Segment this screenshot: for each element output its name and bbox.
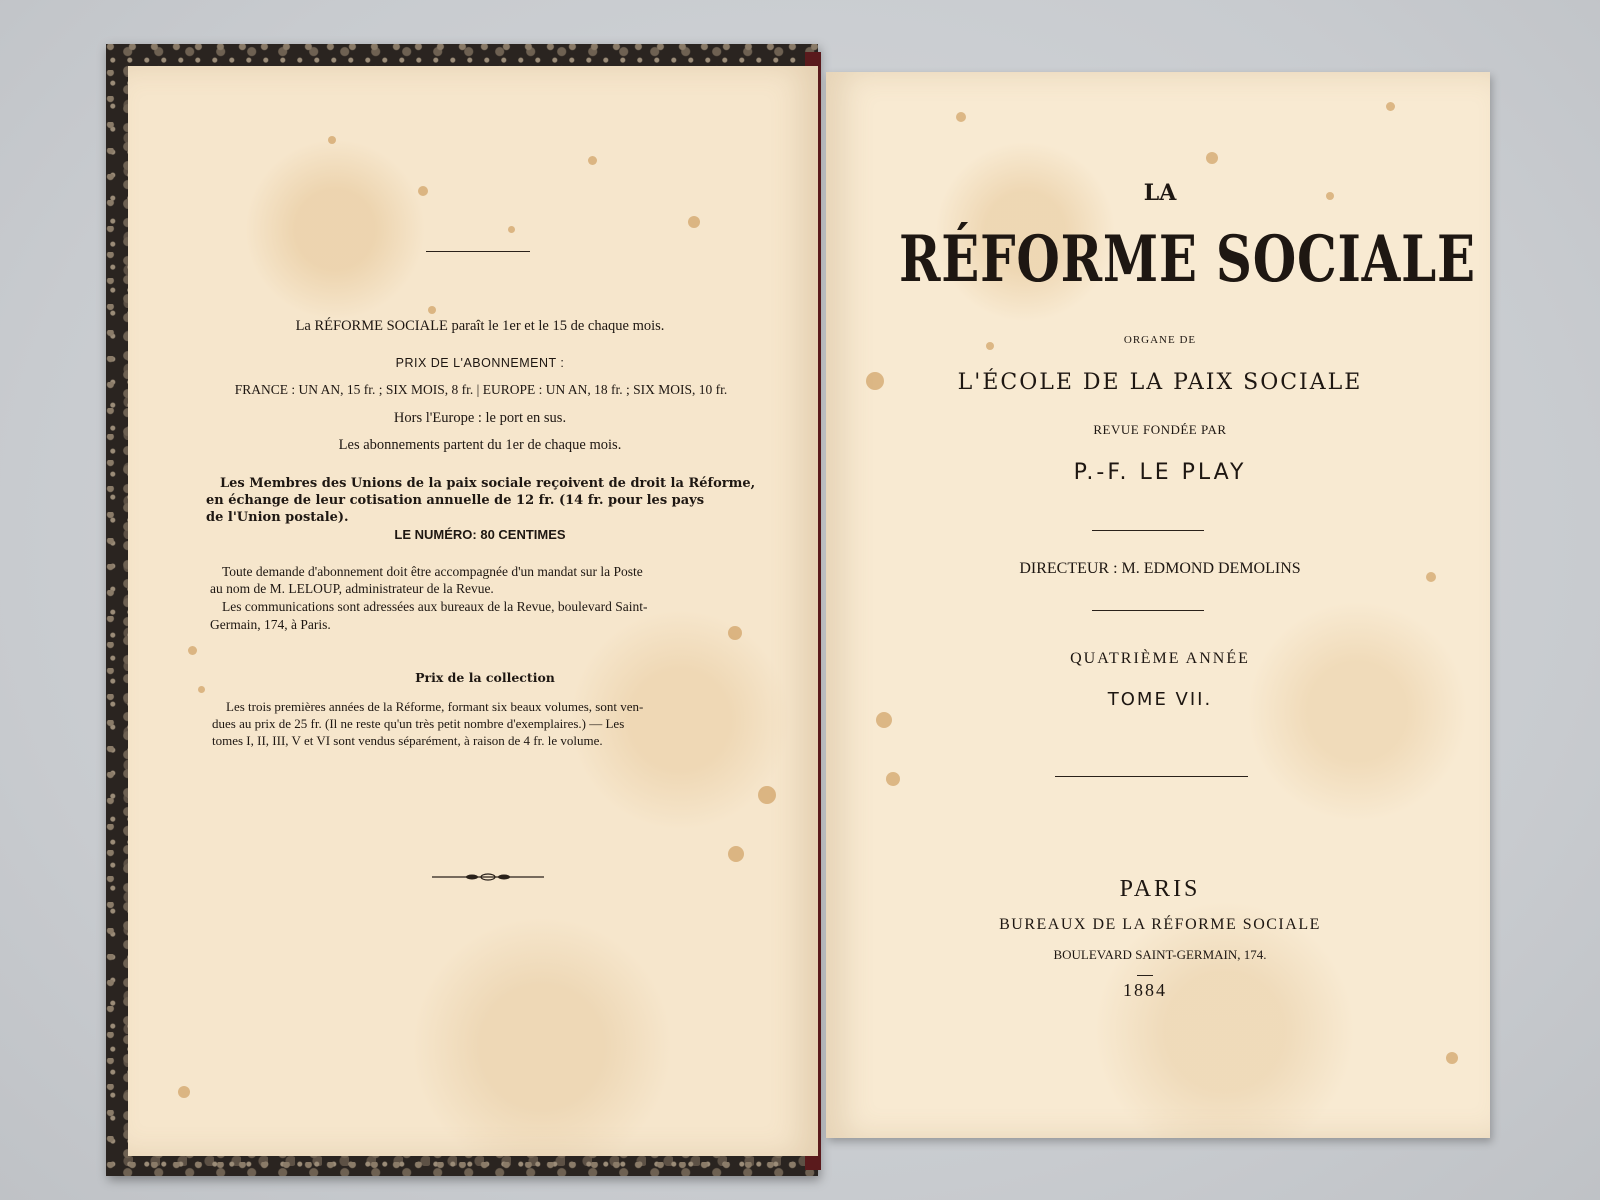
collection-line-3: tomes I, II, III, V et VI sont vendus séparément, à raison de 4 fr. le volume. [212, 733, 603, 748]
order-note-line-4: Germain, 174, à Paris. [210, 617, 331, 632]
right-rule-1 [1092, 530, 1204, 531]
order-note-line-1: Toute demande d'abonnement doit être accompagnée d'un mandat sur la Poste [222, 564, 643, 579]
members-note-line-3: de l'Union postale). [206, 510, 349, 525]
organe-label: ORGANE DE [1123, 334, 1197, 346]
school-name: L'ÉCOLE DE LA PAIX SOCIALE [957, 370, 1363, 395]
founded-by-label: REVUE FONDÉE PAR [1093, 422, 1227, 437]
publisher-offices: BUREAUX DE LA RÉFORME SOCIALE [999, 916, 1321, 933]
collection-line-1: Les trois premières années de la Réforme, formant six beaux volumes, sont ven- [226, 699, 644, 714]
director-line: DIRECTEUR : M. EDMOND DEMOLINS [1019, 560, 1301, 577]
publication-frequency: La RÉFORME SOCIALE paraît le 1er et le 15 de chaque mois. [295, 318, 665, 334]
subscription-price-heading: PRIX DE L'ABONNEMENT : [395, 356, 565, 370]
right-year-dash [1137, 975, 1153, 976]
right-rule-3 [1055, 776, 1248, 777]
right-rule-2 [1092, 610, 1204, 611]
order-note-line-3: Les communications sont adressées aux bureaux de la Revue, boulevard Saint- [222, 599, 648, 614]
collection-line-2: dues au prix de 25 fr. (Il ne reste qu'un très petit nombre d'exemplaires.) — Les [212, 716, 625, 731]
issue-price: LE NUMÉRO: 80 CENTIMES [394, 527, 566, 542]
left-top-rule [426, 251, 530, 252]
journal-title: RÉFORME SOCIALE [899, 222, 1476, 297]
members-note-line-2: en échange de leur cotisation annuelle de 12 fr. (14 fr. pour les pays [206, 493, 705, 508]
collection-heading: Prix de la collection [415, 670, 555, 685]
subscription-prices: FRANCE : UN AN, 15 fr. ; SIX MOIS, 8 fr. | EUROPE : UN AN, 18 fr. ; SIX MOIS, 10 fr. [234, 382, 728, 397]
title-article: LA [1143, 180, 1177, 206]
members-note-line-1: Les Membres des Unions de la paix sociale reçoivent de droit la Réforme, [220, 476, 756, 491]
publication-year: 1884 [1123, 980, 1167, 1000]
postage-note: Hors l'Europe : le port en sus. [393, 410, 567, 426]
order-note-line-2: au nom de M. LELOUP, administrateur de la Revue. [210, 581, 494, 596]
subscription-start-note: Les abonnements partent du 1er de chaque mois. [338, 437, 622, 453]
founder-name: P.-F. LE PLAY [1073, 460, 1247, 485]
ornamental-divider [432, 872, 544, 882]
publication-city: PARIS [1119, 876, 1201, 902]
publisher-address: BOULEVARD SAINT-GERMAIN, 174. [1053, 947, 1267, 962]
edition-year-label: QUATRIÈME ANNÉE [1070, 650, 1250, 667]
volume-label: TOME VII. [1107, 689, 1213, 710]
